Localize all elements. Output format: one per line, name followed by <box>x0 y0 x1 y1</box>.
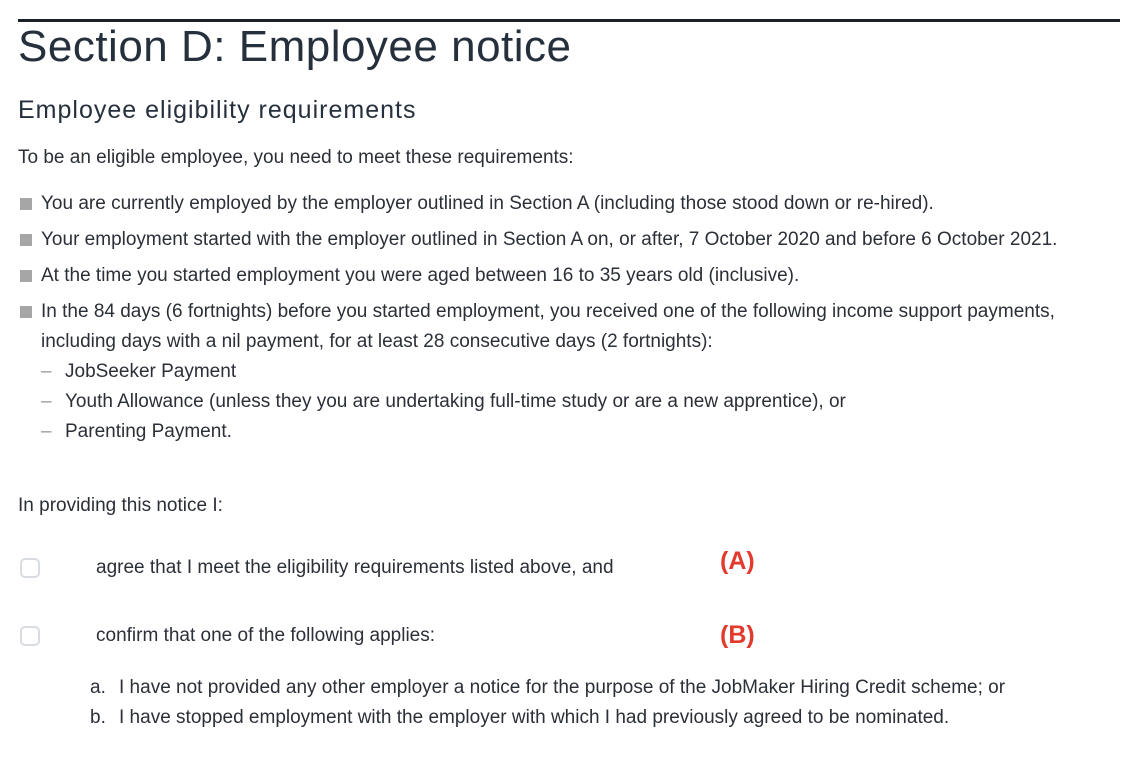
requirement-text: You are currently employed by the employer outlined in Section A (including those stood down or re-hired). <box>41 193 934 214</box>
square-bullet-icon <box>20 306 32 318</box>
payment-text: Youth Allowance (unless they you are undertaking full-time study or are a new apprentice), or <box>65 391 846 412</box>
page-title <box>18 20 572 74</box>
dash-bullet: – <box>41 421 52 442</box>
square-bullet-icon <box>20 270 32 282</box>
requirement-item <box>18 261 1118 291</box>
option-text: I have not provided any other employer a notice for the purpose of the JobMaker Hiring Credit scheme; or <box>119 677 1006 698</box>
option-letter: b. <box>90 707 106 728</box>
option-item <box>90 673 1090 703</box>
option-item <box>90 703 1090 733</box>
requirement-text: Your employment started with the employer outlined in Section A on, or after, 7 October 2020 and before 6 October 2021. <box>41 229 1058 250</box>
confirm-checkbox-label[interactable]: confirm that one of the following applies: <box>96 625 436 646</box>
options-list <box>90 673 1090 733</box>
providing-text: In providing this notice I: <box>18 495 223 516</box>
requirement-item <box>18 225 1118 255</box>
requirement-item <box>18 189 1118 219</box>
requirement-text: At the time you started employment you were aged between 16 to 35 years old (inclusive). <box>41 265 800 286</box>
payment-text: Parenting Payment. <box>65 421 232 442</box>
option-text: I have stopped employment with the employer with which I had previously agreed to be nominated. <box>119 707 950 728</box>
marker-a: (A) <box>720 547 755 575</box>
requirement-item <box>18 297 1118 447</box>
square-bullet-icon <box>20 234 32 246</box>
agree-checkbox[interactable] <box>20 558 40 578</box>
agree-checkbox-label[interactable]: agree that I meet the eligibility requirements listed above, and <box>96 557 614 578</box>
payment-item <box>41 357 1118 387</box>
intro-text: To be an eligible employee, you need to meet these requirements: <box>18 147 574 168</box>
square-bullet-icon <box>20 198 32 210</box>
requirement-text: In the 84 days (6 fortnights) before you started employment, you received one of the following income support payments, including days with a nil payment, for at least 28 consecutive days (2 fortnights): <box>41 301 1055 352</box>
payments-list <box>41 357 1118 447</box>
marker-b: (B) <box>720 621 755 649</box>
dash-bullet: – <box>41 361 52 382</box>
payment-text: JobSeeker Payment <box>65 361 237 382</box>
title-prefix: Section D: <box>18 22 226 71</box>
section-heading: Employee eligibility requirements <box>18 96 417 124</box>
title-main: Employee notice <box>238 22 572 71</box>
requirements-list <box>18 189 1118 453</box>
dash-bullet: – <box>41 391 52 412</box>
option-letter: a. <box>90 677 106 698</box>
payment-item <box>41 387 1118 417</box>
confirm-checkbox[interactable] <box>20 626 40 646</box>
payment-item <box>41 417 1118 447</box>
